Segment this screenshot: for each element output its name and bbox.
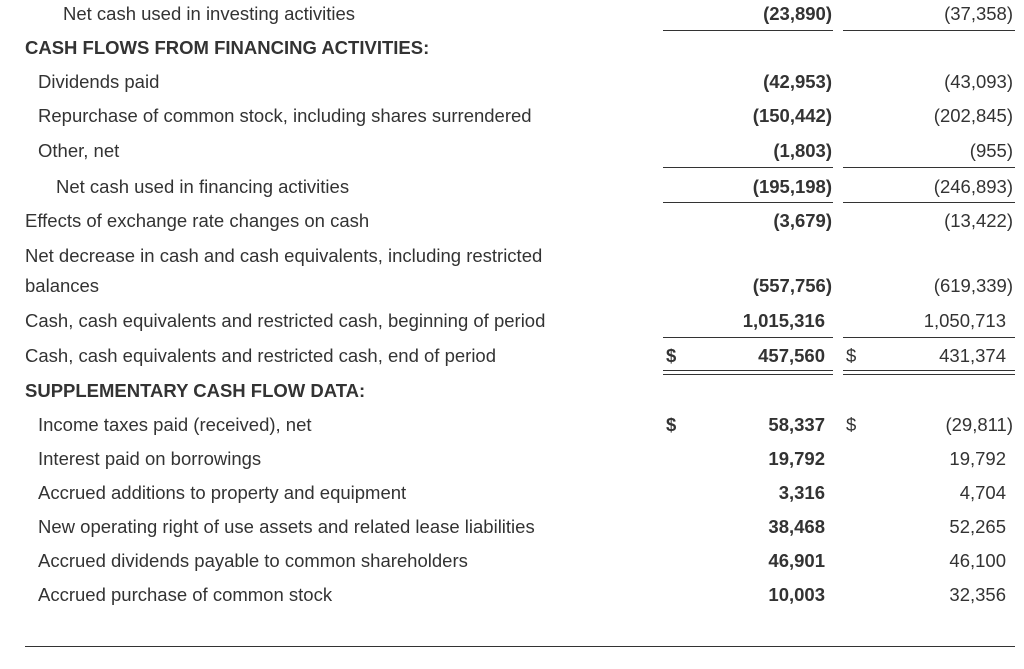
row-label: Interest paid on borrowings bbox=[38, 448, 262, 469]
value-prior: (202,845) bbox=[933, 105, 1013, 126]
value-current: (150,442) bbox=[752, 105, 832, 126]
row-label: Other, net bbox=[38, 140, 120, 161]
value-prior: (955) bbox=[969, 140, 1013, 161]
value-prior: 19,792 bbox=[949, 448, 1006, 469]
value-current: (557,756) bbox=[752, 275, 832, 296]
value-prior: (13,422) bbox=[944, 210, 1013, 231]
value-prior: 431,374 bbox=[939, 345, 1006, 366]
value-current: (195,198) bbox=[752, 176, 832, 197]
row-label: Accrued dividends payable to common shareholders bbox=[38, 550, 468, 571]
row-label: Accrued purchase of common stock bbox=[38, 584, 333, 605]
currency-symbol: $ bbox=[846, 345, 857, 366]
value-prior: (619,339) bbox=[933, 275, 1013, 296]
underline bbox=[843, 202, 1015, 203]
row-label: Net decrease in cash and cash equivalents, including restricted bbox=[25, 245, 543, 266]
row-label: Dividends paid bbox=[38, 71, 160, 92]
value-current: (42,953) bbox=[763, 71, 832, 92]
value-current: 457,560 bbox=[758, 345, 825, 366]
double-underline bbox=[663, 370, 833, 375]
section-title: CASH FLOWS FROM FINANCING ACTIVITIES: bbox=[25, 37, 430, 58]
value-prior: (29,811) bbox=[945, 414, 1013, 435]
underline bbox=[663, 30, 833, 31]
value-current: (1,803) bbox=[773, 140, 832, 161]
section-title: SUPPLEMENTARY CASH FLOW DATA: bbox=[25, 380, 366, 401]
value-prior: (43,093) bbox=[944, 71, 1013, 92]
value-prior: 52,265 bbox=[949, 516, 1006, 537]
value-prior: 4,704 bbox=[959, 482, 1006, 503]
value-current: (23,890) bbox=[763, 3, 832, 24]
value-current: 58,337 bbox=[768, 414, 825, 435]
row-label: balances bbox=[25, 275, 100, 296]
underline bbox=[663, 337, 833, 338]
row-label: Repurchase of common stock, including shares surrendered bbox=[38, 105, 532, 126]
value-current: 10,003 bbox=[768, 584, 825, 605]
value-prior: 32,356 bbox=[949, 584, 1006, 605]
row-label: Cash, cash equivalents and restricted cash, beginning of period bbox=[25, 310, 546, 331]
row-label: Accrued additions to property and equipment bbox=[38, 482, 407, 503]
row-label: Net cash used in financing activities bbox=[56, 176, 350, 197]
value-prior: (246,893) bbox=[933, 176, 1013, 197]
value-prior: 46,100 bbox=[949, 550, 1006, 571]
underline bbox=[663, 202, 833, 203]
value-current: 38,468 bbox=[768, 516, 825, 537]
value-current: 46,901 bbox=[768, 550, 825, 571]
value-current: 1,015,316 bbox=[742, 310, 825, 331]
value-current: 3,316 bbox=[778, 482, 825, 503]
underline bbox=[663, 167, 833, 168]
row-label: Net cash used in investing activities bbox=[63, 3, 356, 24]
value-current: (3,679) bbox=[773, 210, 832, 231]
underline bbox=[843, 30, 1015, 31]
currency-symbol: $ bbox=[666, 345, 677, 366]
row-label: Income taxes paid (received), net bbox=[38, 414, 312, 435]
value-prior: 1,050,713 bbox=[923, 310, 1006, 331]
value-current: 19,792 bbox=[768, 448, 825, 469]
currency-symbol: $ bbox=[666, 414, 677, 435]
underline bbox=[843, 167, 1015, 168]
currency-symbol: $ bbox=[846, 414, 857, 435]
row-label: Cash, cash equivalents and restricted cash, end of period bbox=[25, 345, 497, 366]
double-underline bbox=[843, 370, 1015, 375]
row-label: Effects of exchange rate changes on cash bbox=[25, 210, 370, 231]
row-label: New operating right of use assets and related lease liabilities bbox=[38, 516, 535, 537]
underline bbox=[843, 337, 1015, 338]
value-prior: (37,358) bbox=[944, 3, 1013, 24]
footer-rule bbox=[25, 646, 1015, 647]
